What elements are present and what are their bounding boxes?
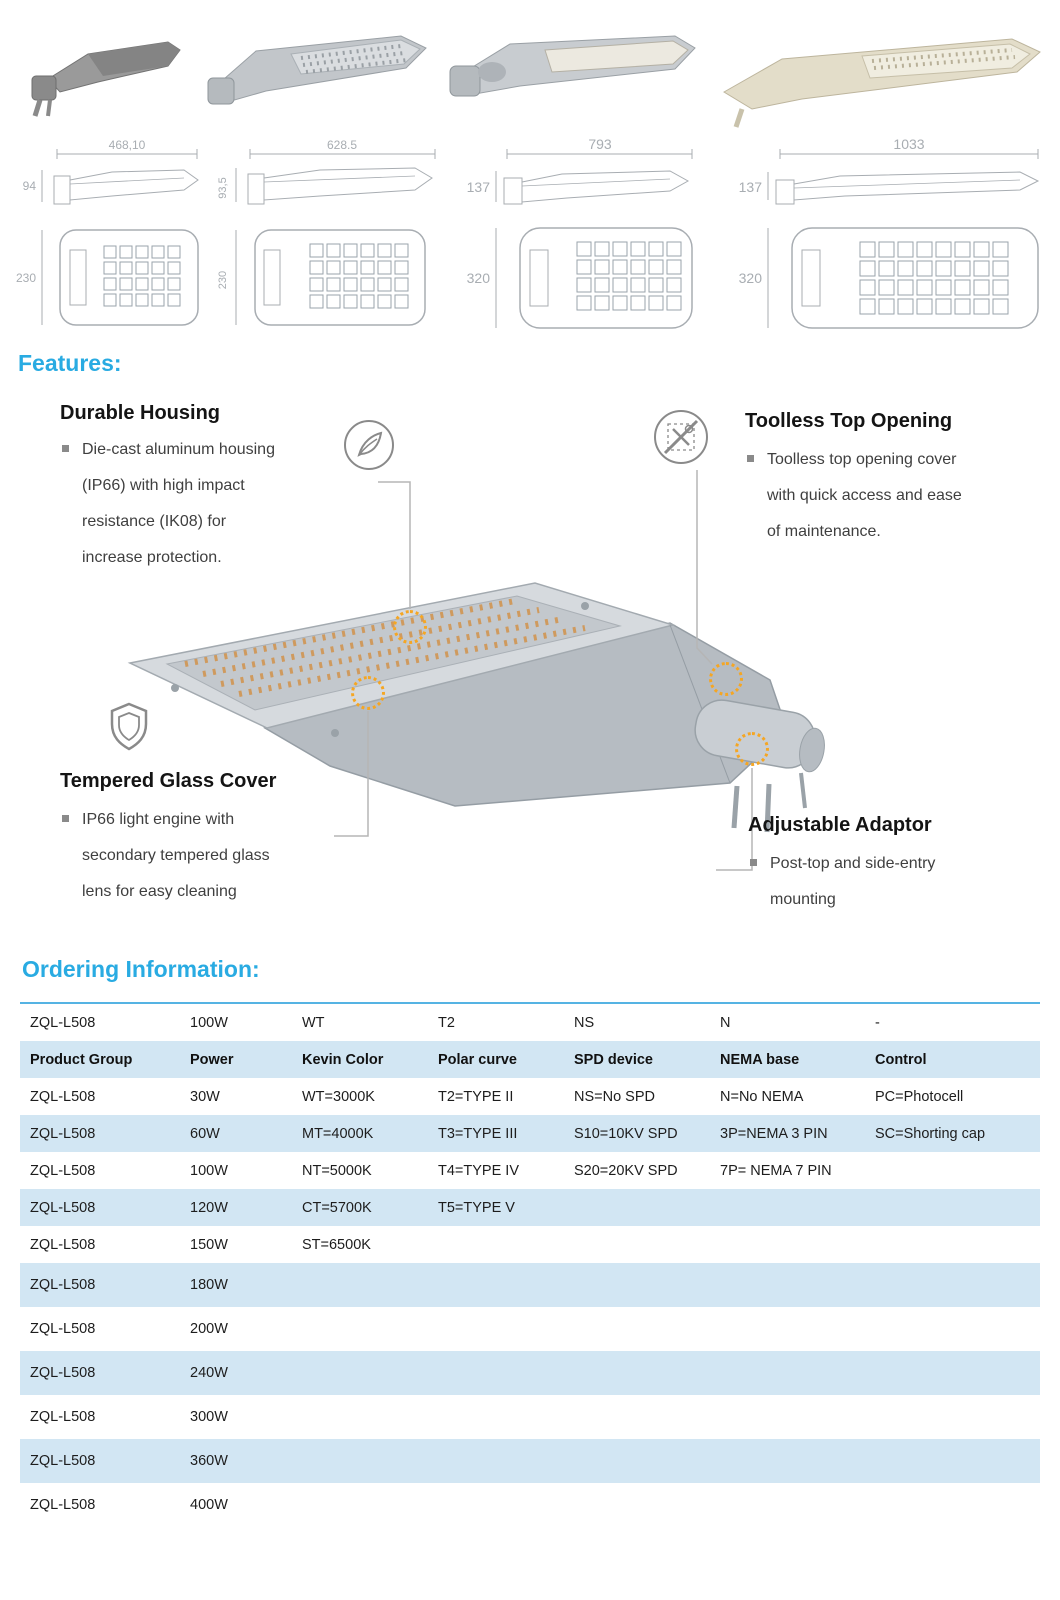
features-diagram bbox=[0, 390, 1060, 950]
shield-icon bbox=[100, 698, 158, 756]
dim-height-label: 93,5 bbox=[217, 177, 229, 199]
table-header-row bbox=[20, 1041, 1040, 1078]
dim-height-label: 137 bbox=[738, 179, 762, 195]
feature-title-toolless-top-opening: Toolless Top Opening bbox=[745, 410, 953, 432]
dim-length-label: 628.5 bbox=[326, 138, 358, 152]
table-cell bbox=[564, 1351, 710, 1395]
table-row bbox=[20, 1152, 1040, 1189]
table-cell: WT bbox=[302, 1014, 325, 1031]
table-cell: Polar curve bbox=[428, 1041, 564, 1078]
table-cell: 7P= NEMA 7 PIN bbox=[720, 1162, 832, 1179]
table-cell bbox=[865, 1263, 1040, 1307]
table-cell bbox=[564, 1263, 710, 1307]
table-row bbox=[20, 1263, 1040, 1307]
table-cell: T5=TYPE V bbox=[428, 1189, 564, 1226]
feature-body-durable-housing bbox=[62, 432, 275, 576]
feature-text-line: Post-top and side-entry bbox=[770, 855, 936, 872]
table-cell bbox=[564, 1307, 710, 1351]
table-cell bbox=[428, 1307, 564, 1351]
feature-text-line: lens for easy cleaning bbox=[82, 883, 237, 900]
table-cell: T3=TYPE III bbox=[428, 1115, 564, 1152]
feature-title-durable-housing: Durable Housing bbox=[60, 402, 221, 424]
table-cell bbox=[428, 1483, 564, 1527]
table-cell bbox=[428, 1395, 564, 1439]
table-cell: Power bbox=[180, 1041, 292, 1078]
table-row bbox=[20, 1189, 1040, 1226]
feature-text bbox=[82, 802, 270, 910]
product-photo-small bbox=[18, 24, 188, 124]
table-row bbox=[20, 1439, 1040, 1483]
feature-text-line: of maintenance. bbox=[767, 523, 881, 540]
dim-height-label: 137 bbox=[466, 179, 490, 195]
table-cell bbox=[292, 1439, 428, 1483]
table-cell: 300W bbox=[190, 1409, 228, 1425]
bullet-square bbox=[750, 859, 757, 866]
table-cell bbox=[865, 1483, 1040, 1527]
table-cell: Control bbox=[865, 1041, 1040, 1078]
product-photo-large bbox=[440, 14, 705, 129]
feature-title-adjustable-adaptor: Adjustable Adaptor bbox=[748, 814, 932, 836]
feature-text-line: IP66 light engine with bbox=[82, 811, 235, 828]
feature-text bbox=[767, 442, 962, 550]
leaf-icon bbox=[342, 418, 396, 472]
table-cell: 100W bbox=[190, 1014, 228, 1031]
product-photo-medium bbox=[196, 16, 436, 126]
table-cell: - bbox=[875, 1014, 880, 1031]
product-photo-xlarge bbox=[712, 14, 1047, 134]
table-cell: 360W bbox=[180, 1439, 292, 1483]
table-cell: NT=5000K bbox=[302, 1162, 372, 1179]
no-tools-icon bbox=[652, 408, 710, 466]
table-row bbox=[20, 1078, 1040, 1115]
table-cell bbox=[710, 1226, 865, 1263]
feature-text-line: increase protection. bbox=[82, 549, 222, 566]
callout-circle-top-opening bbox=[709, 662, 743, 696]
bullet-square bbox=[747, 455, 754, 462]
table-cell: PC=Photocell bbox=[875, 1088, 964, 1105]
callout-circle-housing bbox=[393, 610, 427, 644]
dimension-drawings-row bbox=[0, 132, 1060, 342]
table-cell bbox=[292, 1395, 428, 1439]
table-cell: NS bbox=[574, 1014, 595, 1031]
table-cell bbox=[710, 1395, 865, 1439]
dimension-drawing-4 bbox=[700, 138, 1045, 343]
dim-width-label: 320 bbox=[738, 270, 762, 286]
feature-text bbox=[82, 432, 275, 576]
bullet-square bbox=[62, 815, 69, 822]
table-cell: S10=10KV SPD bbox=[564, 1115, 710, 1152]
table-cell: MT=4000K bbox=[292, 1115, 428, 1152]
table-cell: 400W bbox=[190, 1497, 228, 1513]
table-cell: 200W bbox=[190, 1321, 228, 1337]
table-cell: T2=TYPE II bbox=[438, 1088, 514, 1105]
dim-width-label: 230 bbox=[217, 270, 229, 290]
table-cell: ZQL-L508 bbox=[30, 1088, 96, 1105]
table-cell bbox=[564, 1226, 710, 1263]
table-cell bbox=[865, 1307, 1040, 1351]
table-cell: 3P=NEMA 3 PIN bbox=[710, 1115, 865, 1152]
feature-text bbox=[770, 846, 935, 918]
table-cell bbox=[292, 1263, 428, 1307]
table-cell: T2 bbox=[438, 1014, 455, 1031]
ordering-heading: Ordering Information: bbox=[22, 956, 260, 982]
dimension-drawing-3 bbox=[452, 138, 702, 343]
feature-title-tempered-glass-cover: Tempered Glass Cover bbox=[60, 770, 277, 792]
table-cell bbox=[564, 1483, 710, 1527]
dim-length-label: 1033 bbox=[893, 138, 925, 152]
table-cell bbox=[865, 1351, 1040, 1395]
table-row bbox=[20, 1115, 1040, 1152]
feature-body-toolless-top-opening bbox=[747, 442, 962, 550]
table-cell bbox=[865, 1226, 1040, 1263]
table-cell: SPD device bbox=[564, 1041, 710, 1078]
table-cell bbox=[710, 1307, 865, 1351]
table-cell bbox=[865, 1189, 1040, 1226]
feature-text-line: resistance (IK08) for bbox=[82, 513, 227, 530]
table-cell: ZQL-L508 bbox=[30, 1014, 96, 1031]
table-row bbox=[20, 1226, 1040, 1263]
table-cell: 30W bbox=[190, 1088, 220, 1105]
callout-circle-glass bbox=[351, 676, 385, 710]
feature-text-line: mounting bbox=[770, 891, 836, 908]
table-cell: ZQL-L508 bbox=[30, 1497, 96, 1513]
table-cell: WT=3000K bbox=[302, 1088, 375, 1105]
table-cell: SC=Shorting cap bbox=[865, 1115, 1040, 1152]
ordering-table-body bbox=[20, 1003, 1040, 1078]
table-cell bbox=[564, 1439, 710, 1483]
table-row bbox=[20, 1307, 1040, 1351]
feature-text-line: (IP66) with high impact bbox=[82, 477, 245, 494]
table-cell: Kevin Color bbox=[292, 1041, 428, 1078]
table-row bbox=[20, 1351, 1040, 1395]
table-cell bbox=[292, 1483, 428, 1527]
table-cell bbox=[428, 1263, 564, 1307]
dim-width-label: 230 bbox=[15, 271, 36, 285]
table-cell bbox=[865, 1439, 1040, 1483]
dim-length-label: 468,10 bbox=[108, 138, 146, 152]
table-cell bbox=[564, 1189, 710, 1226]
dim-width-label: 320 bbox=[466, 270, 490, 286]
table-cell bbox=[710, 1483, 865, 1527]
product-photos-row bbox=[0, 6, 1060, 134]
table-cell: 180W bbox=[180, 1263, 292, 1307]
dim-height-label: 94 bbox=[22, 179, 36, 193]
table-cell: ZQL-L508 bbox=[20, 1439, 180, 1483]
table-cell: ZQL-L508 bbox=[20, 1263, 180, 1307]
feature-body-tempered-glass-cover bbox=[62, 802, 270, 910]
table-cell: ZQL-L508 bbox=[30, 1162, 96, 1179]
table-cell: ZQL-L508 bbox=[30, 1321, 96, 1337]
table-cell bbox=[710, 1263, 865, 1307]
ordering-table bbox=[20, 1002, 1040, 1527]
table-cell bbox=[710, 1189, 865, 1226]
table-cell: N bbox=[720, 1014, 731, 1031]
table-cell: 150W bbox=[190, 1236, 228, 1253]
table-cell: 240W bbox=[180, 1351, 292, 1395]
table-cell bbox=[292, 1351, 428, 1395]
table-cell: ZQL-L508 bbox=[20, 1189, 180, 1226]
table-cell: ZQL-L508 bbox=[20, 1115, 180, 1152]
table-cell bbox=[428, 1439, 564, 1483]
table-cell: Product Group bbox=[20, 1041, 180, 1078]
table-cell bbox=[564, 1395, 710, 1439]
table-cell: ZQL-L508 bbox=[20, 1351, 180, 1395]
feature-text-line: Toolless top opening cover bbox=[767, 451, 957, 468]
table-cell: 60W bbox=[180, 1115, 292, 1152]
table-cell: T4=TYPE IV bbox=[438, 1162, 519, 1179]
feature-body-adjustable-adaptor bbox=[750, 846, 935, 918]
table-cell bbox=[865, 1152, 1040, 1189]
table-cell: ZQL-L508 bbox=[30, 1409, 96, 1425]
feature-text-line: Die-cast aluminum housing bbox=[82, 441, 275, 458]
example-order-row bbox=[20, 1003, 1040, 1041]
table-cell: NS=No SPD bbox=[574, 1088, 655, 1105]
table-cell: ZQL-L508 bbox=[30, 1236, 96, 1253]
dimension-drawing-1 bbox=[12, 138, 207, 343]
table-cell: NEMA base bbox=[710, 1041, 865, 1078]
features-heading: Features: bbox=[18, 350, 122, 376]
table-cell bbox=[710, 1439, 865, 1483]
table-cell bbox=[865, 1395, 1040, 1439]
callout-circle-adaptor bbox=[735, 732, 769, 766]
dim-length-label: 793 bbox=[588, 138, 612, 152]
table-cell: ST=6500K bbox=[302, 1236, 371, 1253]
table-cell: N=No NEMA bbox=[720, 1088, 804, 1105]
table-cell: 100W bbox=[190, 1162, 228, 1179]
ordering-table-rows bbox=[20, 1078, 1040, 1527]
table-row bbox=[20, 1483, 1040, 1527]
table-cell bbox=[428, 1226, 564, 1263]
bullet-square bbox=[62, 445, 69, 452]
table-cell: 120W bbox=[180, 1189, 292, 1226]
table-cell bbox=[292, 1307, 428, 1351]
dimension-drawing-2 bbox=[210, 138, 445, 343]
table-cell: CT=5700K bbox=[292, 1189, 428, 1226]
table-cell: S20=20KV SPD bbox=[574, 1162, 678, 1179]
table-cell bbox=[428, 1351, 564, 1395]
feature-text-line: secondary tempered glass bbox=[82, 847, 270, 864]
table-cell bbox=[710, 1351, 865, 1395]
table-row bbox=[20, 1395, 1040, 1439]
feature-text-line: with quick access and ease bbox=[767, 487, 962, 504]
